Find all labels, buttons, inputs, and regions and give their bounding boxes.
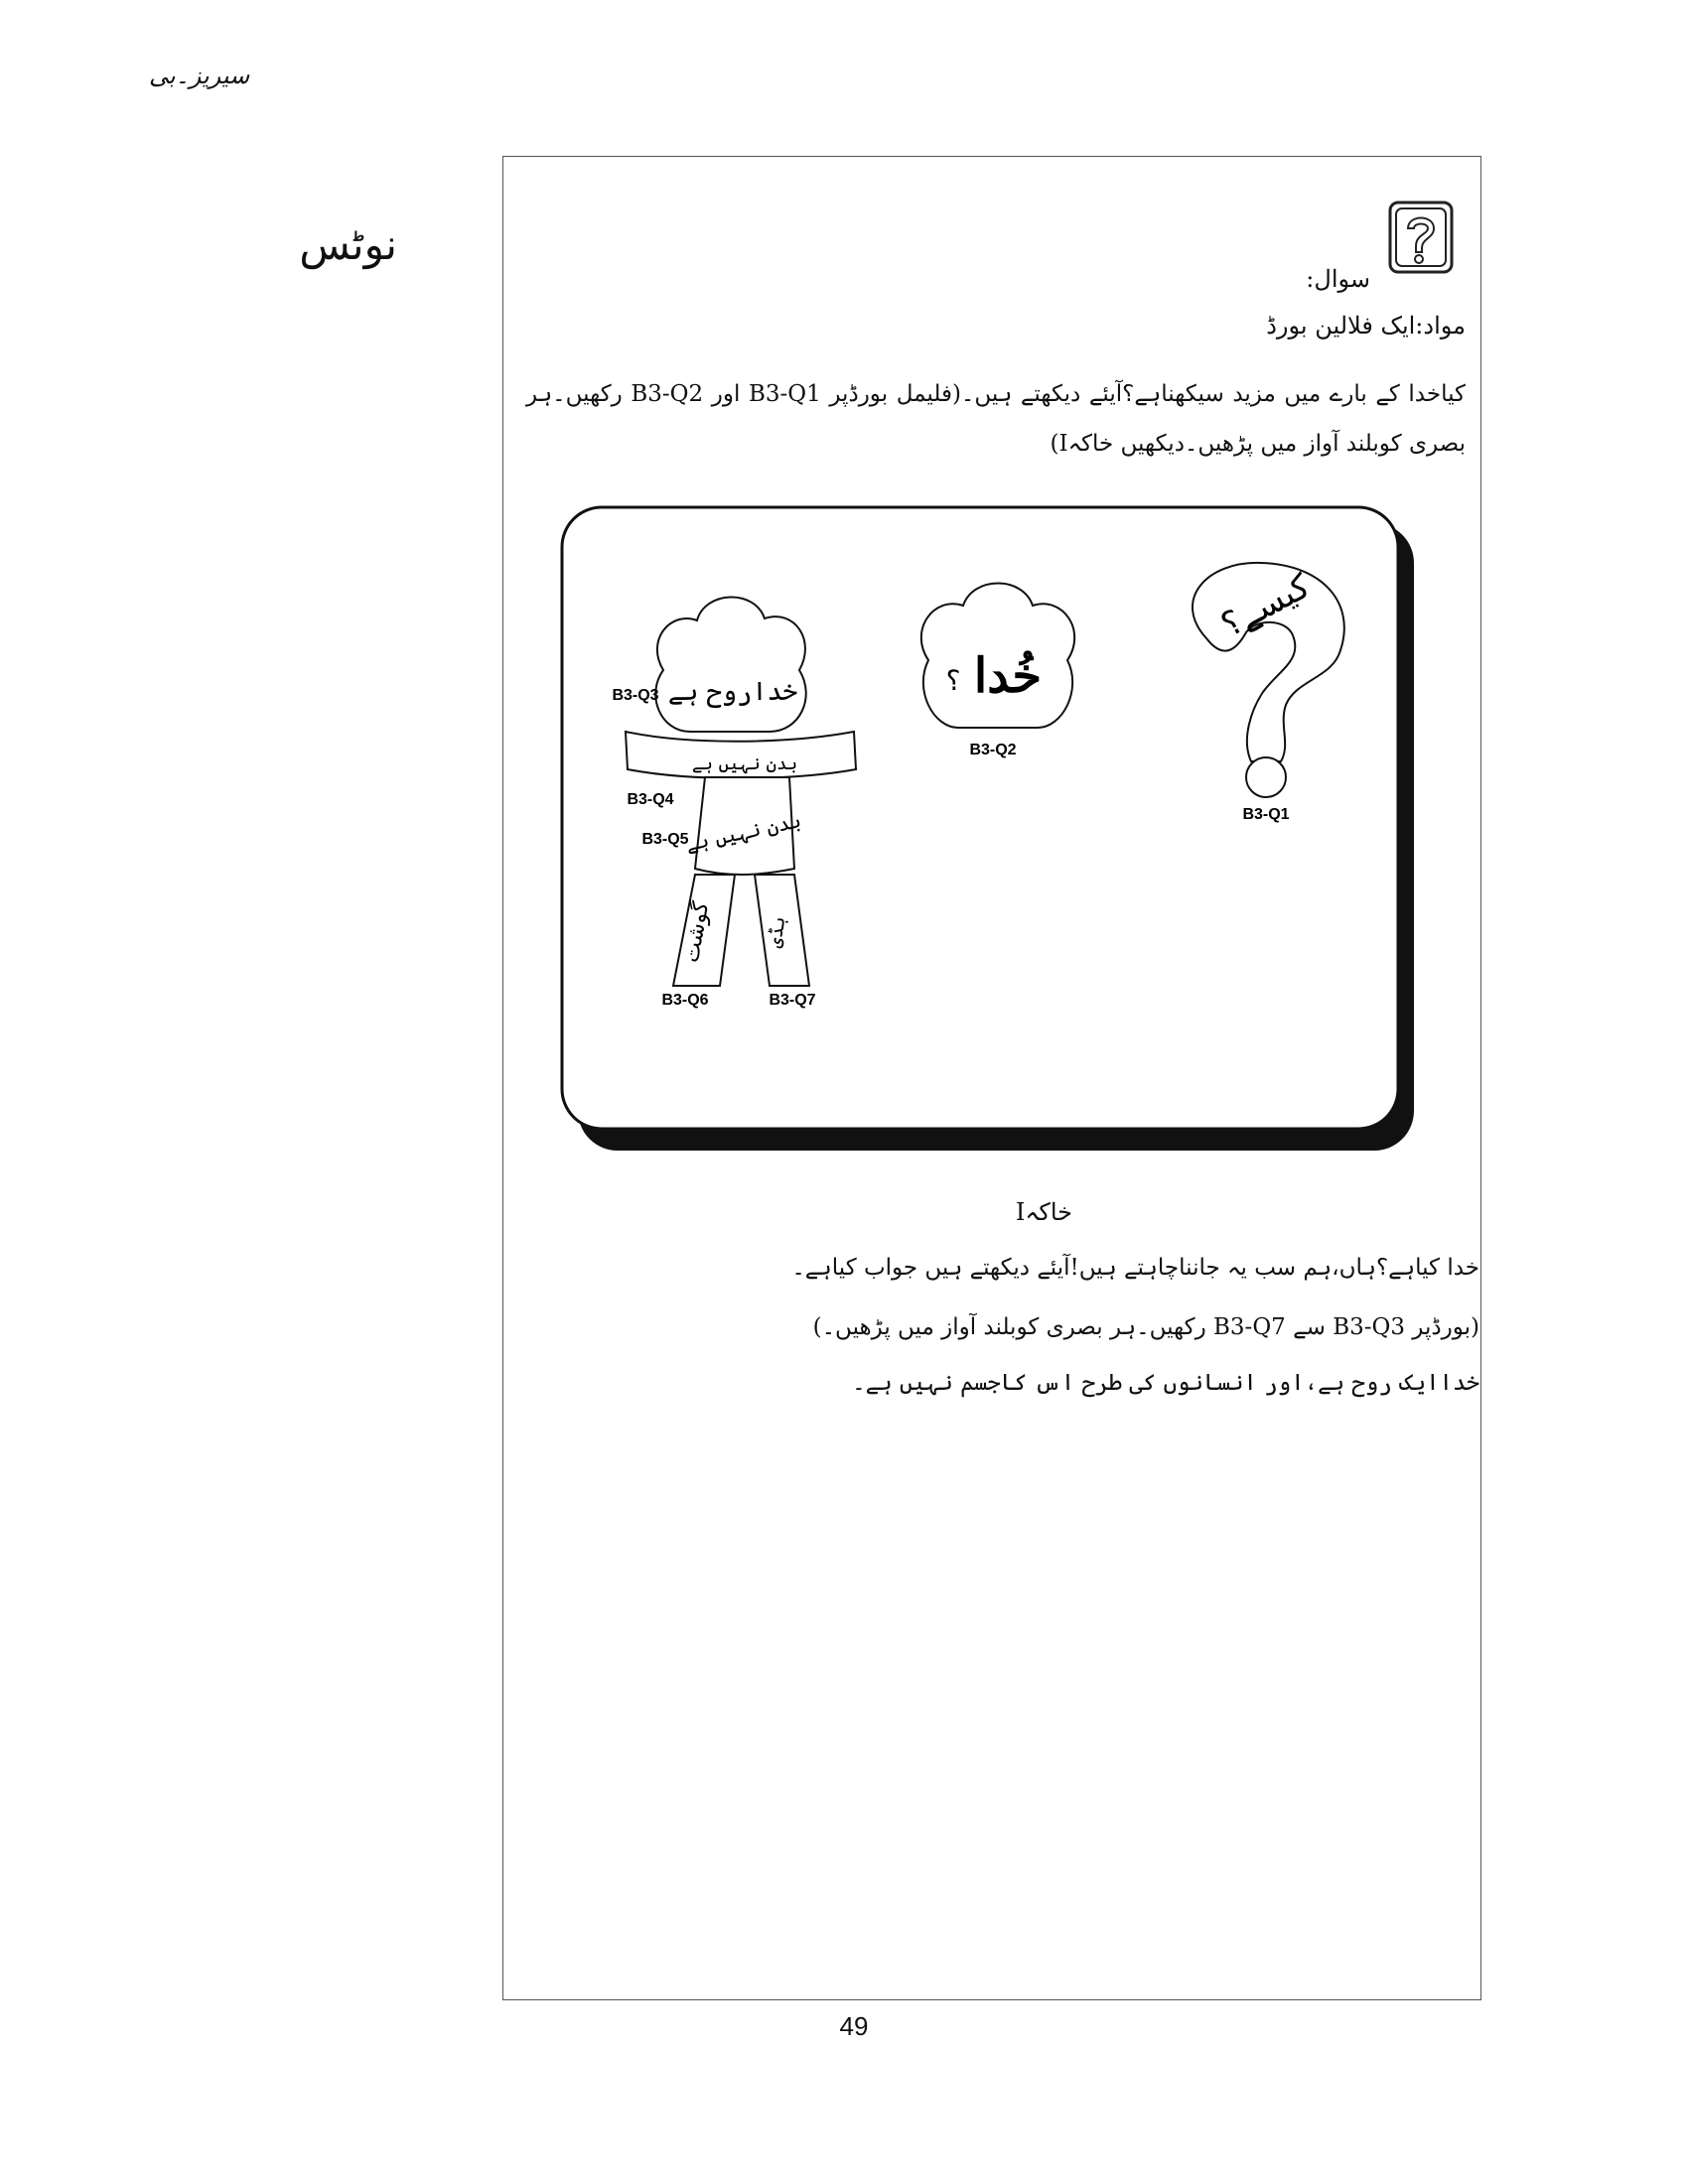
q7-label: B3-Q7 (769, 992, 816, 1009)
q6-label: B3-Q6 (661, 992, 709, 1009)
figure-caption: خاکہI (1015, 1198, 1072, 1226)
answer-line-1: خدا کیاہے؟ہاں،ہم سب یہ جانناچاہتے ہیں!آیئے دیکھتے ہیں جواب کیاہے۔ (791, 1255, 1479, 1281)
answer-line-2: (بورڈپر B3-Q3 سے B3-Q7 رکھیں۔ہر بصری کوبلند آواز میں پڑھیں۔) (812, 1314, 1479, 1340)
answer-line-3: خداایک روح ہے،اور انسانوں کی طرح اس کاجسم نہیں ہے۔ (852, 1370, 1479, 1396)
q7-text: ہڈی (764, 914, 790, 950)
materials-line: مواد:ایک فلالین بورڈ (1266, 312, 1466, 340)
q2-text: خُدا (973, 648, 1043, 704)
q4-text: بدن نہیں ہے (691, 753, 798, 774)
q1-text: کیسے؟ (1214, 566, 1318, 646)
q2-mark: ؟ (945, 664, 961, 697)
instruction-paragraph: کیاخدا کے بارے میں مزید سیکھناہے؟آیئے دیکھتے ہیں۔(فلیمل بورڈپر B3-Q1 اور B3-Q2 رکھیں۔ہر بصری کوبلند آواز میں پڑھیں۔دیکھیں خاکہI) (526, 381, 1466, 457)
page-number: 49 (839, 2011, 869, 2041)
q3-label: B3-Q3 (612, 687, 659, 704)
q1-label: B3-Q1 (1242, 806, 1290, 823)
q1-dot (1246, 757, 1286, 797)
q2-label: B3-Q2 (969, 742, 1017, 758)
series-label: سیریز۔بی (149, 62, 250, 89)
q4-label: B3-Q4 (627, 791, 674, 808)
figure-illustration (556, 501, 1420, 1157)
q3-text: خداروح ہے (667, 677, 798, 707)
notes-heading: نوٹس (299, 220, 397, 269)
q5-text: بدن نہیں ہے (683, 808, 803, 857)
q5-label: B3-Q5 (641, 831, 689, 848)
question-label: سوال: (1306, 265, 1370, 293)
q6-text: گوشت (678, 899, 715, 965)
question-mark-icon (1388, 201, 1454, 274)
